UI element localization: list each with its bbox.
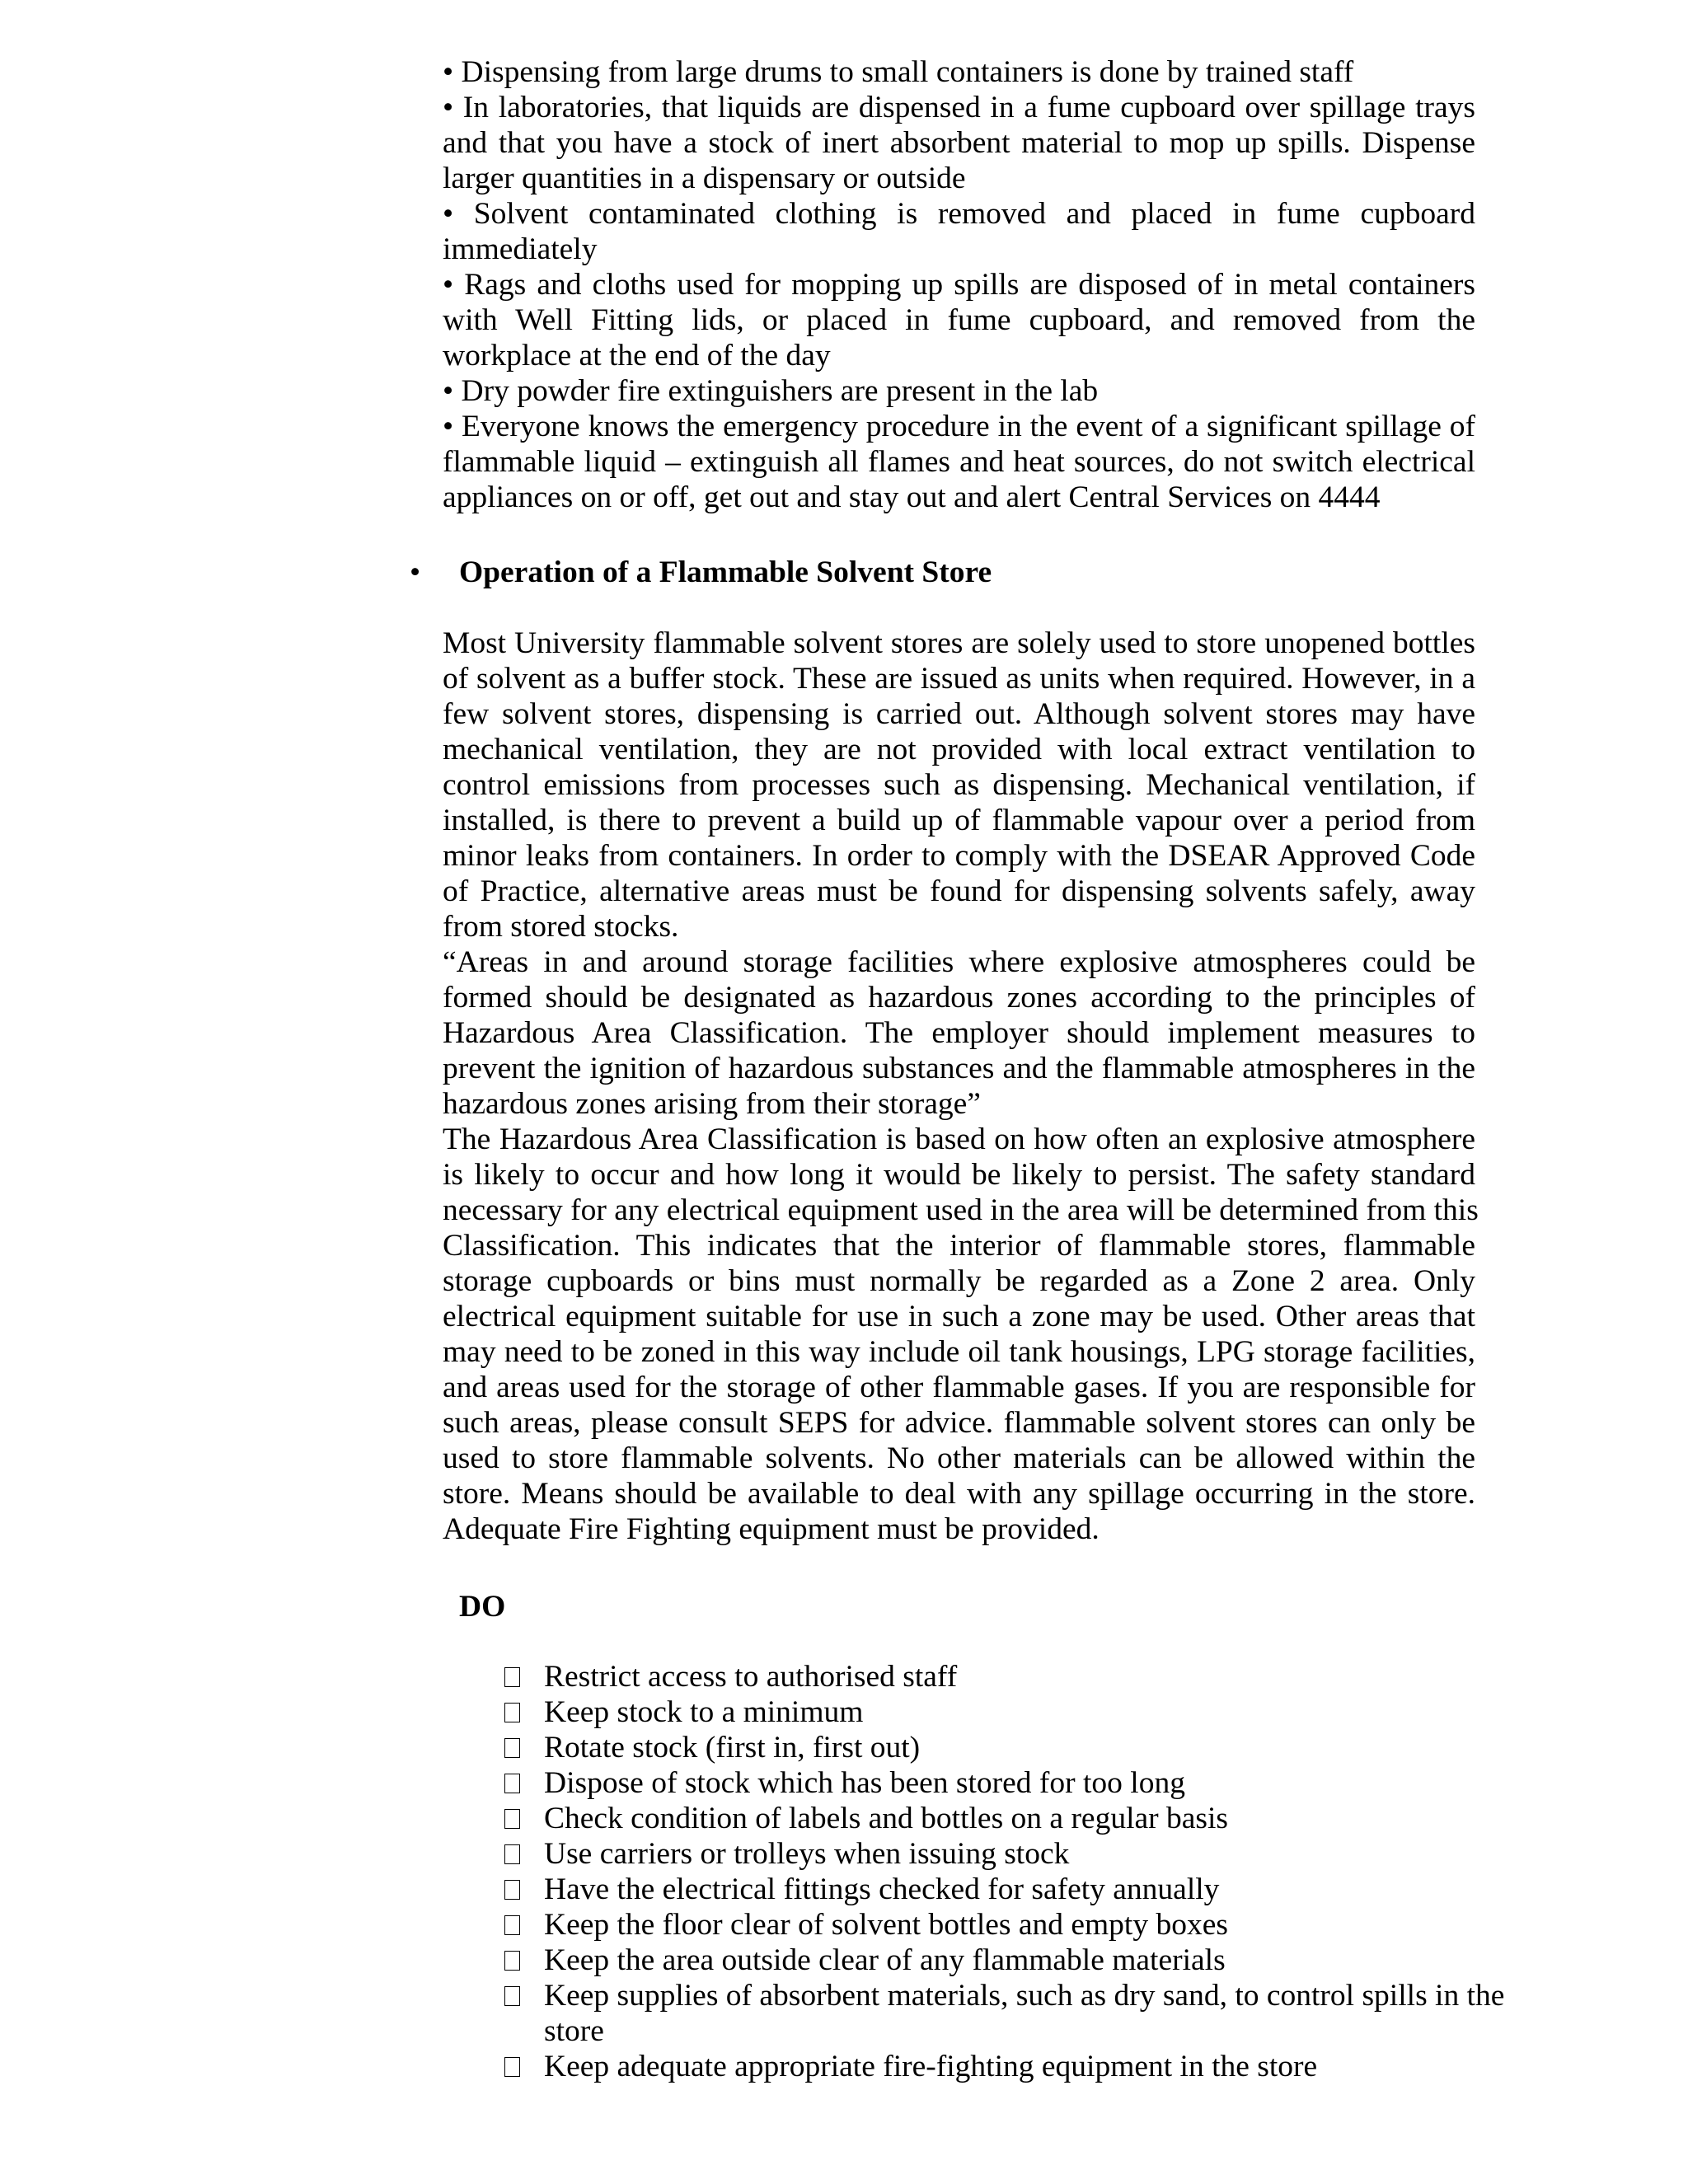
checkbox-icon xyxy=(504,1915,520,1935)
intro-line: • Solvent contaminated clothing is removed and placed in fume cupboard xyxy=(443,197,1475,231)
checklist-item xyxy=(500,1659,1489,1694)
body-line: used to store flammable solvents. No other materials can be allowed within the xyxy=(443,1441,1475,1475)
checklist-item xyxy=(500,1943,1489,1978)
checkbox-icon xyxy=(504,1703,520,1722)
intro-line: and that you have a stock of inert absorbent material to mop up spills. Dispense xyxy=(443,126,1475,160)
intro-line: appliances on or off, get out and stay out and alert Central Services on 4444 xyxy=(443,480,1381,514)
checklist-item-text: Use carriers or trolleys when issuing stock xyxy=(544,1837,1070,1871)
checklist-item xyxy=(500,1836,1489,1872)
intro-line: flammable liquid – extinguish all flames and heat sources, do not switch electrical xyxy=(443,445,1475,479)
intro-line: immediately xyxy=(443,232,598,266)
body-line: installed, is there to prevent a build up of flammable vapour over a period from xyxy=(443,804,1475,837)
body-line: Hazardous Area Classification. The employer should implement measures to xyxy=(443,1016,1475,1050)
checklist-item-text: Keep the area outside clear of any flammable materials xyxy=(544,1943,1226,1977)
checklist-item xyxy=(500,1978,1525,2049)
checklist-item-text: Keep the floor clear of solvent bottles and empty boxes xyxy=(544,1908,1228,1942)
checklist-item-text: Rotate stock (first in, first out) xyxy=(544,1731,921,1765)
body-line: minor leaks from containers. In order to comply with the DSEAR Approved Code xyxy=(443,839,1475,873)
body-line: storage cupboards or bins must normally be regarded as a Zone 2 area. Only xyxy=(443,1264,1475,1298)
checklist-item xyxy=(500,1872,1489,1907)
checklist-item xyxy=(500,1801,1489,1836)
checkbox-icon xyxy=(504,1809,520,1829)
body-line: Most University flammable solvent stores are solely used to store unopened bottles xyxy=(443,626,1475,660)
intro-line: • In laboratories, that liquids are dispensed in a fume cupboard over spillage trays xyxy=(443,91,1475,124)
intro-line: larger quantities in a dispensary or outside xyxy=(443,162,966,195)
body-line: of solvent as a buffer stock. These are issued as units when required. However, in a xyxy=(443,662,1475,696)
checkbox-icon xyxy=(504,2057,520,2077)
section-bullet: • xyxy=(410,555,421,589)
body-line: such areas, please consult SEPS for advice. flammable solvent stores can only be xyxy=(443,1406,1475,1440)
body-block xyxy=(443,626,1479,1547)
checkbox-icon xyxy=(504,1986,520,2006)
body-line: is likely to occur and how long it would be likely to persist. The safety standard xyxy=(443,1158,1475,1192)
checklist-item xyxy=(500,1907,1489,1943)
checkbox-icon xyxy=(504,1667,520,1687)
intro-line: with Well Fitting lids, or placed in fume cupboard, and removed from the xyxy=(443,303,1475,337)
intro-line: workplace at the end of the day xyxy=(443,339,831,373)
intro-line: • Dry powder fire extinguishers are present in the lab xyxy=(443,374,1099,408)
body-line: necessary for any electrical equipment used in the area will be determined from this xyxy=(443,1193,1479,1227)
checkbox-icon xyxy=(504,1951,520,1971)
body-line: few solvent stores, dispensing is carried out. Although solvent stores may have xyxy=(443,697,1475,731)
checklist-item-text: Check condition of labels and bottles on a regular basis xyxy=(544,1802,1228,1835)
intro-block xyxy=(443,54,1475,515)
checklist-item-text: Dispose of stock which has been stored for too long xyxy=(544,1766,1185,1800)
body-line: from stored stocks. xyxy=(443,910,679,944)
checkbox-icon xyxy=(504,1880,520,1900)
do-checklist xyxy=(500,1659,1505,2084)
checklist-item-text: Restrict access to authorised staff xyxy=(544,1660,958,1694)
checklist-item xyxy=(500,2049,1489,2084)
do-heading: DO xyxy=(459,1590,506,1624)
body-line: Adequate Fire Fighting equipment must be provided. xyxy=(443,1512,1100,1546)
body-line: of Practice, alternative areas must be found for dispensing solvents safely, away xyxy=(443,874,1475,908)
body-line: formed should be designated as hazardous zones according to the principles of xyxy=(443,981,1475,1015)
intro-line: • Dispensing from large drums to small containers is done by trained staff xyxy=(443,55,1354,89)
body-line: prevent the ignition of hazardous substances and the flammable atmospheres in the xyxy=(443,1052,1475,1085)
checkbox-icon xyxy=(504,1844,520,1864)
checklist-item-text: Keep supplies of absorbent materials, such as dry sand, to control spills in the store xyxy=(544,1979,1505,2048)
checkbox-icon xyxy=(504,1774,520,1793)
intro-line: • Rags and cloths used for mopping up spills are disposed of in metal containers xyxy=(443,268,1475,302)
body-line: electrical equipment suitable for use in such a zone may be used. Other areas that xyxy=(443,1300,1475,1333)
body-line: Classification. This indicates that the interior of flammable stores, flammable xyxy=(443,1229,1475,1263)
checklist-item-text: Have the electrical fittings checked for safety annually xyxy=(544,1872,1220,1906)
checkbox-icon xyxy=(504,1738,520,1758)
checklist-item-text: Keep stock to a minimum xyxy=(544,1695,864,1729)
body-line: mechanical ventilation, they are not provided with local extract ventilation to xyxy=(443,733,1475,766)
body-line: “Areas in and around storage facilities where explosive atmospheres could be xyxy=(443,945,1475,979)
intro-line: • Everyone knows the emergency procedure in the event of a significant spillage of xyxy=(443,410,1475,443)
body-line: hazardous zones arising from their storage” xyxy=(443,1087,981,1121)
body-line: control emissions from processes such as dispensing. Mechanical ventilation, if xyxy=(443,768,1475,802)
section-heading: Operation of a Flammable Solvent Store xyxy=(459,555,992,589)
checklist-item xyxy=(500,1694,1489,1730)
checklist-item xyxy=(500,1730,1489,1765)
checklist-item xyxy=(500,1765,1489,1801)
body-line: The Hazardous Area Classification is based on how often an explosive atmosphere xyxy=(443,1122,1475,1156)
body-line: store. Means should be available to deal with any spillage occurring in the store. xyxy=(443,1477,1475,1511)
checklist-item-text: Keep adequate appropriate fire-fighting equipment in the store xyxy=(544,2050,1318,2083)
body-line: and areas used for the storage of other flammable gases. If you are responsible for xyxy=(443,1371,1475,1404)
body-line: may need to be zoned in this way include oil tank housings, LPG storage facilities, xyxy=(443,1335,1475,1369)
